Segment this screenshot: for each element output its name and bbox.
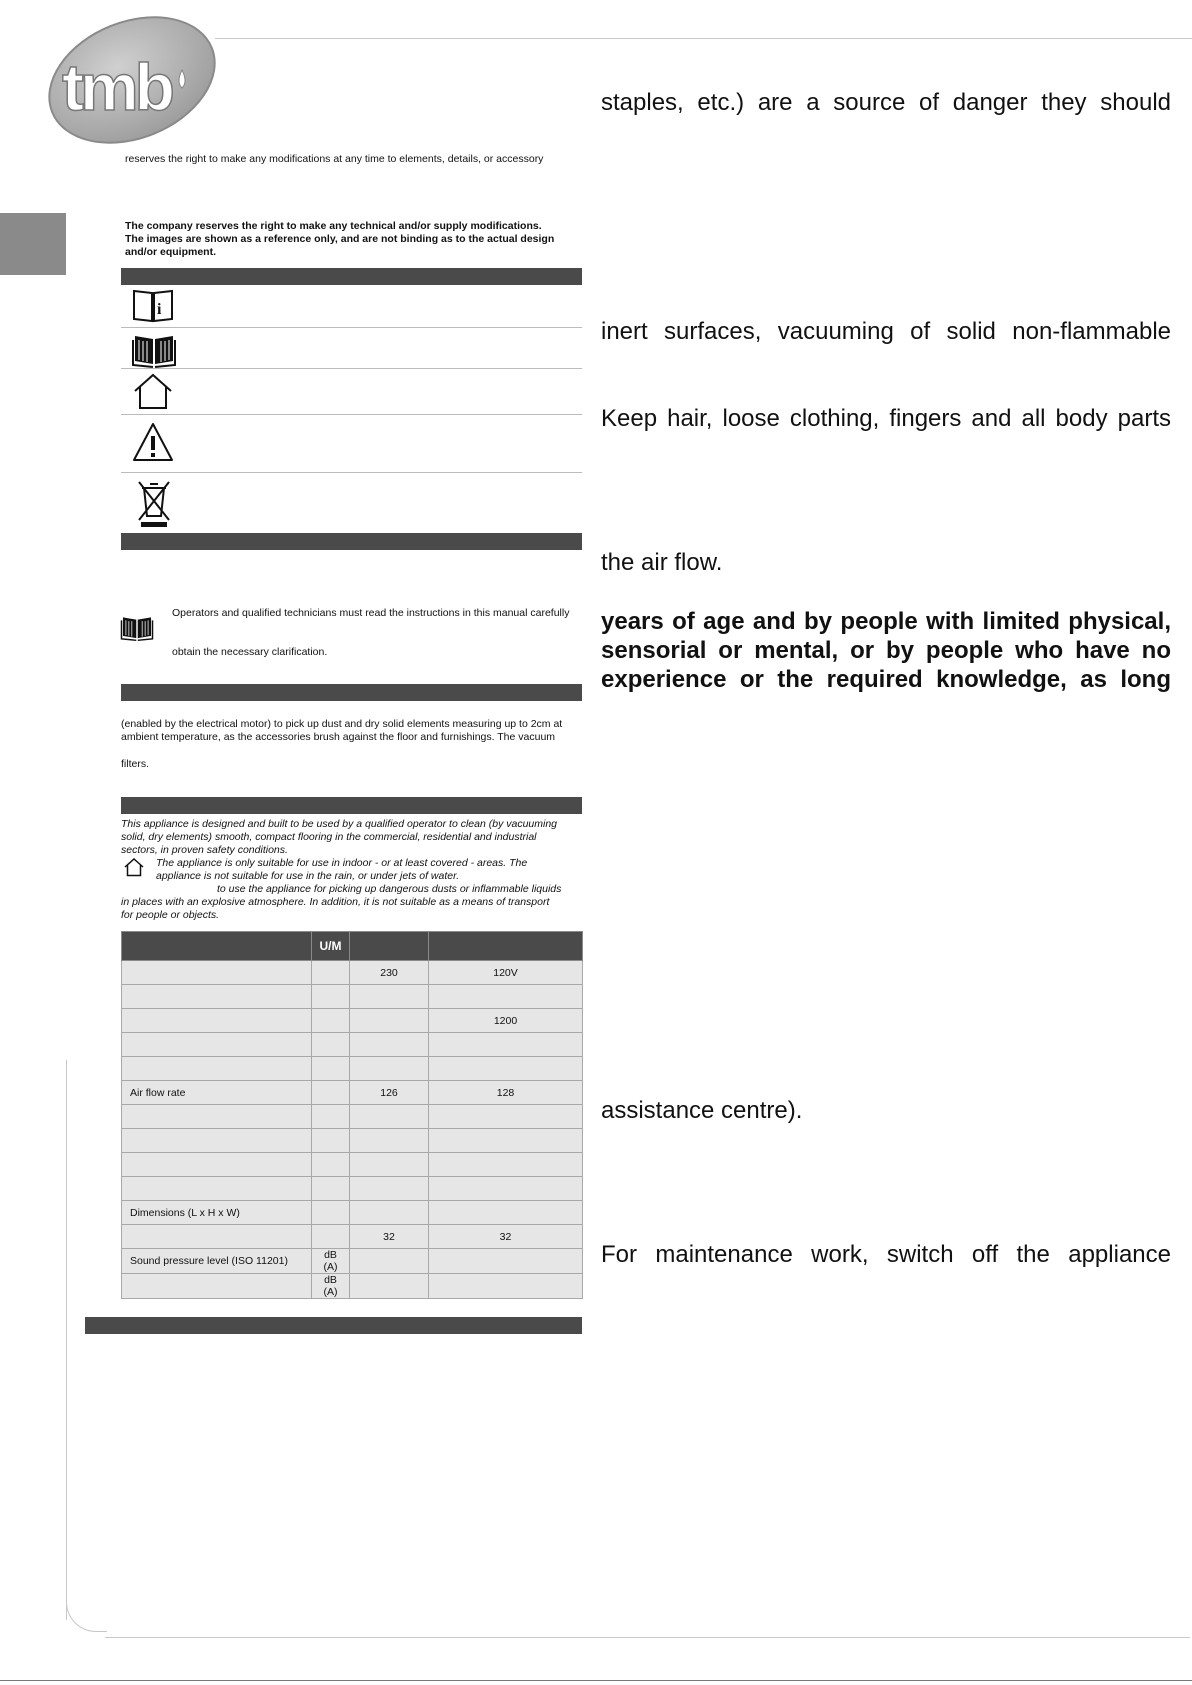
intended-use-block	[121, 818, 584, 857]
page-frame-bottom	[105, 1637, 1190, 1638]
svg-text:tmb: tmb	[62, 50, 171, 124]
table-cell	[312, 1225, 350, 1249]
right-text-line: assistance centre).	[601, 1097, 803, 1124]
table-row	[122, 1129, 583, 1153]
section-header-bar	[121, 684, 582, 701]
table-cell	[350, 1129, 429, 1153]
symbol-row	[121, 478, 582, 530]
intended-use-line: in places with an explosive atmosphere. In addition, it is not suitable as a means of transport	[121, 896, 550, 908]
description-block	[121, 718, 584, 744]
table-cell: Dimensions (L x H x W)	[122, 1201, 312, 1225]
table-row	[122, 1057, 583, 1081]
right-text-line: experience or the required knowledge, as long	[601, 666, 1171, 693]
section-header-bar	[121, 797, 582, 814]
table-cell: 126	[350, 1081, 429, 1105]
symbol-row	[121, 285, 582, 328]
table-cell: dB (A)	[312, 1249, 350, 1274]
table-cell	[122, 1225, 312, 1249]
intended-use-line: This appliance is designed and built to be used by a qualified operator to clean (by vacuuming	[121, 818, 558, 830]
table-row	[122, 1201, 583, 1225]
page-frame-left	[66, 1060, 67, 1620]
table-header-cell	[122, 932, 312, 961]
table-row	[122, 961, 583, 985]
table-cell	[312, 1153, 350, 1177]
table-cell	[429, 1033, 583, 1057]
notice-line: The company reserves the right to make any technical and/or supply modifications.	[125, 220, 542, 232]
table-header-cell	[429, 932, 583, 961]
table-cell	[122, 1129, 312, 1153]
table-cell: 32	[350, 1225, 429, 1249]
table-cell	[122, 1153, 312, 1177]
notice-block	[125, 220, 585, 259]
description-line: (enabled by the electrical motor) to pick up dust and dry solid elements measuring up to 2cm at	[121, 718, 563, 730]
table-cell: 120V	[429, 961, 583, 985]
table-cell	[429, 1153, 583, 1177]
table-header-cell	[350, 932, 429, 961]
table-cell	[312, 1033, 350, 1057]
spec-table	[121, 931, 583, 1299]
symbol-row	[121, 328, 582, 369]
table-cell	[122, 1177, 312, 1201]
table-cell	[429, 1129, 583, 1153]
table-row	[122, 985, 583, 1009]
table-cell	[429, 1057, 583, 1081]
table-cell	[312, 985, 350, 1009]
symbol-row	[121, 415, 582, 473]
table-cell	[429, 1105, 583, 1129]
read-manual-icon	[120, 610, 154, 644]
table-cell	[312, 961, 350, 985]
table-cell	[122, 1057, 312, 1081]
table-cell	[122, 1009, 312, 1033]
svg-text:i: i	[157, 301, 162, 318]
description-line: filters.	[121, 758, 150, 770]
table-cell	[429, 1249, 583, 1274]
right-text-line: years of age and by people with limited physical,	[601, 608, 1171, 635]
table-cell	[350, 1177, 429, 1201]
table-cell	[122, 1033, 312, 1057]
table-cell: 1200	[429, 1009, 583, 1033]
intended-use-line: for people or objects.	[121, 909, 220, 921]
table-row	[122, 1009, 583, 1033]
weee-bin-icon	[136, 478, 172, 528]
right-text-line: Keep hair, loose clothing, fingers and all body parts	[601, 405, 1171, 432]
indoor-house-icon	[131, 371, 175, 411]
page-frame-corner	[66, 1595, 107, 1632]
table-cell	[350, 1105, 429, 1129]
table-row	[122, 1177, 583, 1201]
table-cell	[312, 1009, 350, 1033]
table-cell	[312, 1105, 350, 1129]
table-cell: 230	[350, 961, 429, 985]
table-cell	[312, 1081, 350, 1105]
table-cell	[350, 1249, 429, 1274]
table-cell	[350, 1057, 429, 1081]
table-cell: Sound pressure level (ISO 11201)	[122, 1249, 312, 1274]
manual-line: obtain the necessary clarification.	[172, 646, 328, 658]
table-cell	[312, 1057, 350, 1081]
right-text-line: staples, etc.) are a source of danger they should	[601, 89, 1171, 116]
table-cell	[350, 1153, 429, 1177]
table-cell	[350, 985, 429, 1009]
section-header-bar	[85, 1317, 582, 1334]
table-row	[122, 1105, 583, 1129]
table-cell	[350, 1274, 429, 1299]
table-cell	[122, 1105, 312, 1129]
table-cell	[122, 961, 312, 985]
description-line: ambient temperature, as the accessories brush against the floor and furnishings. The vacuum	[121, 731, 556, 743]
right-text-line: sensorial or mental, or by people who have no	[601, 637, 1171, 664]
intended-use-line: to use the appliance for picking up dangerous dusts or inflammable liquids	[217, 883, 562, 895]
table-header-cell: U/M	[312, 932, 350, 961]
notice-line: and/or equipment.	[125, 246, 217, 258]
manual-line: Operators and qualified technicians must read the instructions in this manual carefully	[172, 607, 570, 619]
table-cell	[122, 985, 312, 1009]
table-cell: dB (A)	[312, 1274, 350, 1299]
intro-line: reserves the right to make any modifications at any time to elements, details, or accessory	[125, 153, 544, 165]
indoor-house-icon	[122, 857, 146, 877]
table-cell	[312, 1201, 350, 1225]
table-row	[122, 1153, 583, 1177]
table-cell	[350, 1201, 429, 1225]
intended-use-line: The appliance is only suitable for use in indoor - or at least covered - areas. The	[156, 857, 528, 869]
symbol-row	[121, 369, 582, 415]
table-row	[122, 1274, 583, 1299]
right-text-line: inert surfaces, vacuuming of solid non-flammable	[601, 318, 1171, 345]
section-header-bar	[121, 268, 582, 285]
table-row	[122, 1225, 583, 1249]
table-cell	[350, 1033, 429, 1057]
intended-use-block	[121, 896, 584, 922]
table-header-row	[122, 932, 583, 961]
notice-line: The images are shown as a reference only, and are not binding as to the actual design	[125, 233, 555, 245]
table-cell	[312, 1177, 350, 1201]
intended-use-line: sectors, in proven safety conditions.	[121, 844, 288, 856]
table-cell	[429, 1201, 583, 1225]
section-tab	[0, 213, 66, 275]
intended-use-line: solid, dry elements) smooth, compact flooring in the commercial, residential and industrial	[121, 831, 537, 843]
table-cell	[429, 1274, 583, 1299]
table-cell	[122, 1274, 312, 1299]
intended-use-line: appliance is not suitable for use in the rain, or under jets of water.	[156, 870, 460, 882]
table-cell	[429, 1177, 583, 1201]
table-cell: 128	[429, 1081, 583, 1105]
table-row	[122, 1081, 583, 1105]
table-cell	[429, 985, 583, 1009]
section-header-bar	[121, 533, 582, 550]
read-manual-icon	[131, 330, 177, 368]
right-text-line: the air flow.	[601, 549, 723, 576]
table-cell	[350, 1009, 429, 1033]
warning-icon	[131, 421, 175, 465]
table-row	[122, 1033, 583, 1057]
table-row	[122, 1249, 583, 1274]
info-manual-icon	[131, 287, 175, 325]
brand-logo	[40, 8, 220, 148]
bottom-rule	[0, 1680, 1192, 1681]
table-cell	[312, 1129, 350, 1153]
table-cell: 32	[429, 1225, 583, 1249]
right-text-line: For maintenance work, switch off the appliance	[601, 1241, 1171, 1268]
table-cell: Air flow rate	[122, 1081, 312, 1105]
page-frame-top	[215, 38, 1192, 39]
